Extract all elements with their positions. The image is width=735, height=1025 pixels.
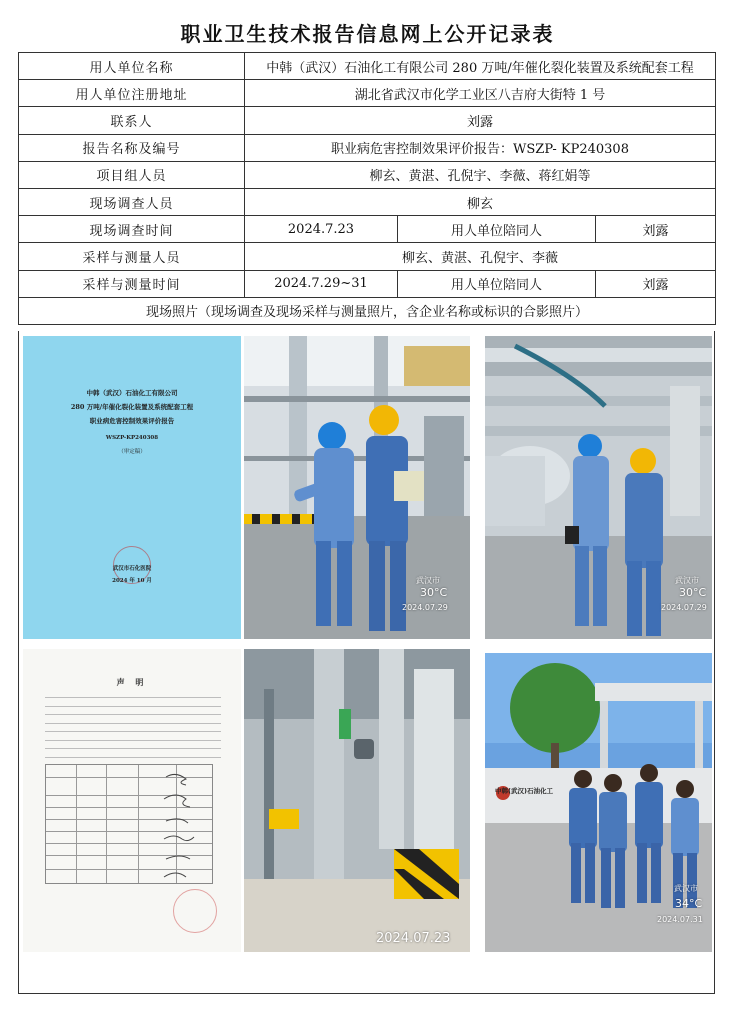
contact-value: 刘露: [245, 107, 716, 134]
photo-stamp-date-4: 2024.07.31: [657, 915, 703, 924]
sampling-time-label: 采样与测量时间: [19, 270, 245, 297]
survey-accomp-value: 刘露: [596, 216, 716, 243]
cover-date: 2024 年 10 月: [112, 578, 152, 584]
sampling-staff-value: 柳玄、黄湛、孔倪宇、李薇: [245, 243, 716, 270]
photo-stamp-city-1: 武汉市: [416, 576, 440, 585]
employer-address-label: 用人单位注册地址: [19, 80, 245, 107]
photo-stamp-temp-4: 34°C: [675, 897, 703, 910]
cover-org: 武汉市石化医院: [112, 566, 152, 572]
sampling-time-value: 2024.7.29~31: [245, 270, 398, 297]
declaration-seal: [173, 889, 217, 933]
photo-stamp-date-2: 2024.07.29: [661, 603, 707, 612]
photo-stamp-temp-1: 30°C: [420, 586, 448, 599]
contact-label: 联系人: [19, 107, 245, 134]
row-photos-header: [19, 297, 716, 324]
photo-declaration: [23, 649, 241, 952]
survey-time-value: 2024.7.23: [245, 216, 398, 243]
cover-company: 中韩（武汉）石油化工有限公司: [86, 389, 178, 397]
employer-name-value: 中韩（武汉）石油化工有限公司 280 万吨/年催化裂化装置及系统配套工程: [245, 53, 716, 80]
photos-header: 现场照片（现场调查及现场采样与测量照片，含企业名称或标识的合影照片）: [19, 297, 716, 324]
photo-stamp-date-1: 2024.07.29: [402, 603, 448, 612]
row-sampling-staff: [19, 243, 716, 270]
photo-survey-measuring-2: [485, 336, 712, 639]
photos-panel: [18, 331, 715, 994]
photo-stamp-temp-2: 30°C: [679, 586, 707, 599]
row-report: [19, 134, 716, 161]
declaration-signatures: [158, 769, 213, 884]
sampling-accomp-label: 用人单位陪同人: [398, 270, 596, 297]
photo-group: [485, 653, 712, 952]
photo-site-equipment: [244, 649, 470, 952]
declaration-text-lines: [45, 697, 221, 765]
survey-accomp-label: 用人单位陪同人: [398, 216, 596, 243]
photo-stamp-date-3: 2024.07.23: [376, 931, 451, 946]
photo-report-cover: [23, 336, 241, 639]
page-title: 职业卫生技术报告信息网上公开记录表: [180, 22, 555, 46]
row-sampling-time: [19, 270, 716, 297]
row-team: [19, 161, 716, 188]
cover-project: 280 万吨/年催化裂化装置及系统配套工程: [70, 403, 194, 411]
declaration-heading: 声 明: [116, 677, 148, 687]
photo-stamp-city-2: 武汉市: [675, 576, 699, 585]
team-value: 柳玄、黄湛、孔倪宇、李薇、蒋红娟等: [245, 161, 716, 188]
team-label: 项目组人员: [19, 161, 245, 188]
row-contact: [19, 107, 716, 134]
row-survey-time: [19, 216, 716, 243]
survey-staff-value: 柳玄: [245, 188, 716, 215]
row-survey-staff: [19, 188, 716, 215]
sampling-accomp-value: 刘露: [596, 270, 716, 297]
row-employer-address: [19, 80, 716, 107]
report-value: 职业病危害控制效果评价报告：WSZP- KP240308: [245, 134, 716, 161]
survey-staff-label: 现场调查人员: [19, 188, 245, 215]
photo-survey-measuring-1: [244, 336, 470, 639]
cover-edition: （审定稿）: [118, 449, 146, 455]
report-label: 报告名称及编号: [19, 134, 245, 161]
group-photo-sign: 中韩(武汉)石油化工: [495, 787, 553, 795]
photo-stamp-city-4: 武汉市: [674, 884, 698, 893]
survey-time-label: 现场调查时间: [19, 216, 245, 243]
cover-report-title: 职业病危害控制效果评价报告: [89, 417, 175, 425]
cover-code: WSZP-KP240308: [105, 435, 159, 441]
sampling-staff-label: 采样与测量人员: [19, 243, 245, 270]
employer-address-value: 湖北省武汉市化学工业区八吉府大街特 1 号: [245, 80, 716, 107]
employer-name-label: 用人单位名称: [19, 53, 245, 80]
record-table: [18, 52, 716, 325]
row-employer-name: [19, 53, 716, 80]
